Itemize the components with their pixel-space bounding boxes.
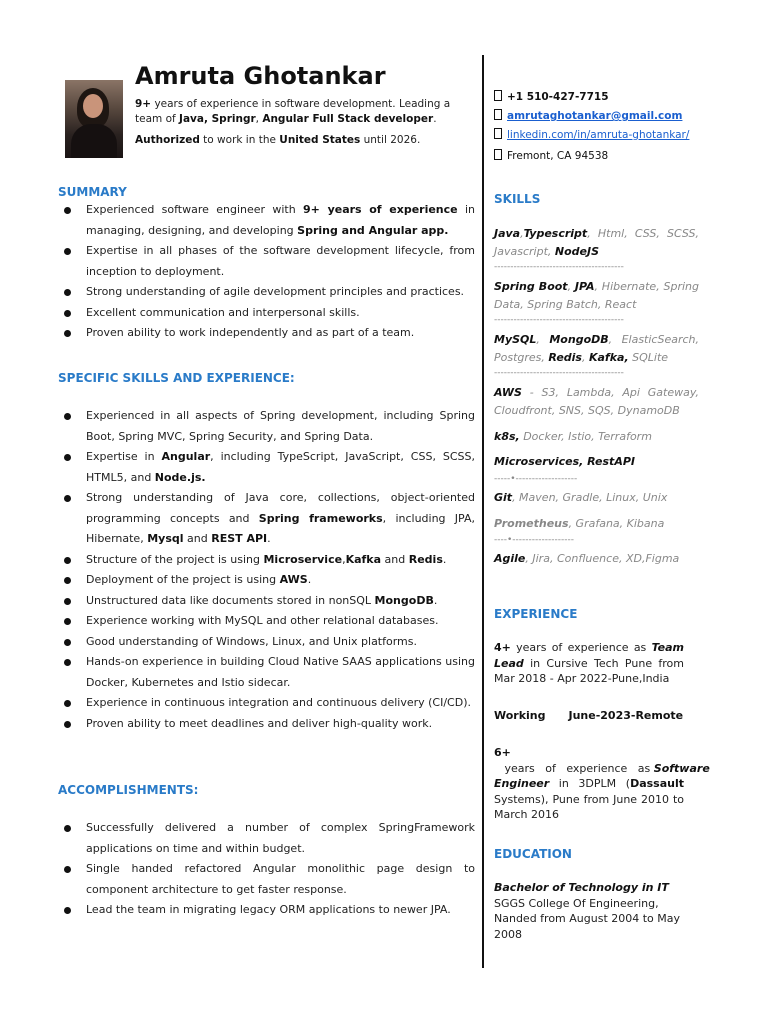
list-item: Deployment of the project is using AWS. (60, 570, 475, 591)
list-item: Expertise in all phases of the software development lifecycle, from inception to deployment. (60, 241, 475, 282)
candidate-name: Amruta Ghotankar (135, 62, 386, 90)
list-item: Single handed refactored Angular monolithic page design to component architecture to get faster response. (60, 859, 475, 900)
intro-block: 9+ years of experience in software development. Leading a team of Java, Springr, Angular Full Stack developer. Authorized to work in the United States until 2026. (135, 98, 451, 146)
experience-heading: EXPERIENCE (494, 607, 578, 621)
list-item: Strong understanding of agile development principles and practices. (60, 282, 475, 303)
list-item: Experienced in all aspects of Spring development, including Spring Boot, Spring MVC, Spring Security, and Spring Data. (60, 406, 475, 447)
summary-heading: SUMMARY (58, 185, 127, 199)
list-item: Expertise in Angular, including TypeScript, JavaScript, CSS, SCSS, HTML5, and Node.js. (60, 447, 475, 488)
accomplishments-list (60, 818, 475, 921)
email-link[interactable]: amrutaghotankar@gmail.com (507, 110, 683, 122)
experience-item: Working June-2023-Remote (494, 709, 684, 722)
skill-group: Git, Maven, Gradle, Linux, Unix (494, 491, 668, 504)
list-item: Proven ability to meet deadlines and deliver high-quality work. (60, 714, 475, 735)
skill-group: k8s, Docker, Istio, Terraform (494, 430, 652, 443)
summary-list (60, 200, 475, 344)
location-icon (494, 149, 502, 160)
list-item: Experience working with MySQL and other relational databases. (60, 611, 475, 632)
skill-group: Java,Typescript, Html, CSS, SCSS, Javascript, NodeJS (494, 227, 699, 258)
experience-item: 6+ years of experience as Software Engineer in 3DPLM (Dassault Systems), Pune from June 2010 to March 2016 (494, 746, 710, 821)
linkedin-icon (494, 128, 502, 139)
list-item: Hands-on experience in building Cloud Native SAAS applications using Docker, Kubernetes and Istio sidecar. (60, 652, 475, 693)
skill-separator: ----•------------------- (494, 535, 575, 545)
contact-phone: +1 510-427-7715 (494, 90, 609, 103)
column-divider (482, 55, 484, 968)
list-item: Proven ability to work independently and as part of a team. (60, 323, 475, 344)
list-item: Strong understanding of Java core, collections, object-oriented programming concepts and Spring frameworks, including JPA, Hibernate, Mysql and REST API. (60, 488, 475, 550)
list-item: Good understanding of Windows, Linux, and Unix platforms. (60, 632, 475, 653)
phone-icon (494, 90, 502, 101)
skill-separator: ---------------------------------------- (494, 315, 624, 325)
profile-photo (65, 80, 123, 158)
skill-group: Spring Boot, JPA, Hibernate, Spring Data, Spring Batch, React (494, 280, 699, 311)
list-item: Experience in continuous integration and continuous delivery (CI/CD). (60, 693, 475, 714)
skills-heading: SKILLS (494, 192, 541, 206)
linkedin-link[interactable]: linkedin.com/in/amruta-ghotankar/ (507, 129, 690, 141)
education-heading: EDUCATION (494, 847, 572, 861)
list-item: Structure of the project is using Microservice,Kafka and Redis. (60, 550, 475, 571)
list-item: Unstructured data like documents stored in nonSQL MongoDB. (60, 591, 475, 612)
specific-skills-heading: SPECIFIC SKILLS AND EXPERIENCE: (58, 371, 295, 385)
skill-group: AWS - S3, Lambda, Api Gateway, Cloudfront, SNS, SQS, DynamoDB (494, 386, 699, 417)
skill-group: Agile, Jira, Confluence, XD,Figma (494, 552, 680, 565)
list-item: Excellent communication and interpersonal skills. (60, 303, 475, 324)
list-item: Successfully delivered a number of complex SpringFramework applications on time and within budget. (60, 818, 475, 859)
experience-item: 4+ years of experience as Team Lead in Cursive Tech Pune from Mar 2018 - Apr 2022-Pune,India (494, 641, 684, 685)
skill-group: MySQL, MongoDB, ElasticSearch, Postgres, Redis, Kafka, SQLite (494, 333, 700, 364)
specific-skills-list (60, 406, 475, 734)
skill-group: Prometheus, Grafana, Kibana (494, 517, 665, 530)
skill-separator: ---------------------------------------- (494, 368, 624, 378)
skill-separator: ---------------------------------------- (494, 262, 624, 272)
contact-linkedin (494, 128, 689, 141)
email-icon (494, 109, 502, 120)
list-item: Experienced software engineer with 9+ years of experience in managing, designing, and developing Spring and Angular app. (60, 200, 475, 241)
education-item: Bachelor of Technology in IT SGGS College Of Engineering, Nanded from August 2004 to May 2008 (494, 881, 681, 941)
skill-group: Microservices, RestAPI (494, 455, 635, 468)
contact-location: Fremont, CA 94538 (494, 149, 608, 162)
contact-email (494, 109, 682, 122)
accomplishments-heading: ACCOMPLISHMENTS: (58, 783, 199, 797)
list-item: Lead the team in migrating legacy ORM applications to newer JPA. (60, 900, 475, 921)
skill-separator: -----•------------------- (494, 474, 578, 484)
